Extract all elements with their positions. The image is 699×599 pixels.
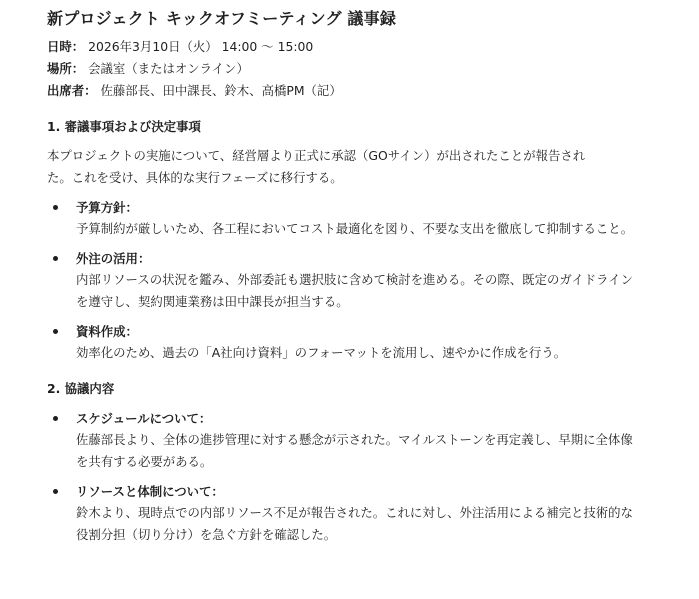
attendees-value: 佐藤部長、田中課長、鈴木、高橋PM（記）: [100, 83, 342, 98]
discussion-list: [47, 408, 699, 546]
list-item-title: スケジュールについて：: [76, 411, 212, 426]
list-item-body: 予算制約が厳しいため、各工程においてコスト最適化を図り、不要な支出を徹底して抑制すること。: [76, 221, 634, 236]
list-item-budget-policy: [47, 197, 636, 240]
date-row: [47, 36, 699, 58]
list-item-outsourcing: [47, 248, 636, 313]
list-item-body: 効率化のため、過去の「A社向け資料」のフォーマットを流用し、速やかに作成を行う。: [76, 345, 567, 360]
list-item-materials: [47, 321, 636, 364]
list-item-body: 鈴木より、現時点での内部リソース不足が報告された。これに対し、外注活用による補完と技術的な役割分担（切り分け）を急ぐ方針を確認した。: [76, 505, 633, 542]
section-heading-decisions: 1. 審議事項および決定事項: [47, 119, 201, 134]
list-item-title: 予算方針：: [76, 200, 138, 215]
document-title: 新プロジェクト キックオフミーティング 議事録: [47, 9, 397, 28]
bullet-dot-icon: [53, 329, 58, 334]
decisions-list: [47, 197, 699, 364]
list-item-title: 外注の活用：: [76, 251, 151, 266]
list-item-body: 佐藤部長より、全体の進捗管理に対する懸念が示された。マイルストーンを再定義し、早期に全体像を共有する必要がある。: [76, 432, 633, 469]
bullet-dot-icon: [53, 489, 58, 494]
bullet-dot-icon: [53, 416, 58, 421]
attendees-row: [47, 80, 699, 102]
bullet-dot-icon: [53, 205, 58, 210]
list-item-title: リソースと体制について：: [76, 484, 224, 499]
place-row: [47, 58, 699, 80]
section-heading-discussion: 2. 協議内容: [47, 381, 115, 396]
attendees-label: 出席者：: [47, 83, 97, 98]
list-item-body: 内部リソースの状況を鑑み、外部委託も選択肢に含めて検討を進める。その際、既定のガイドラインを遵守し、契約関連業務は田中課長が担当する。: [76, 272, 633, 309]
list-item-schedule: [47, 408, 636, 473]
place-label: 場所：: [47, 61, 85, 76]
list-item-resources: [47, 481, 636, 546]
meeting-meta: [47, 36, 699, 102]
date-label: 日時：: [47, 39, 85, 54]
place-value: 会議室（またはオンライン）: [88, 61, 249, 76]
bullet-dot-icon: [53, 256, 58, 261]
section-intro-paragraph: 本プロジェクトの実施について、経営層より正式に承認（GOサイン）が出されたことが報告された。これを受け、具体的な実行フェーズに移行する。: [47, 148, 586, 185]
date-value: 2026年3月10日（火） 14:00 〜 15:00: [88, 39, 314, 54]
list-item-title: 資料作成：: [76, 324, 138, 339]
